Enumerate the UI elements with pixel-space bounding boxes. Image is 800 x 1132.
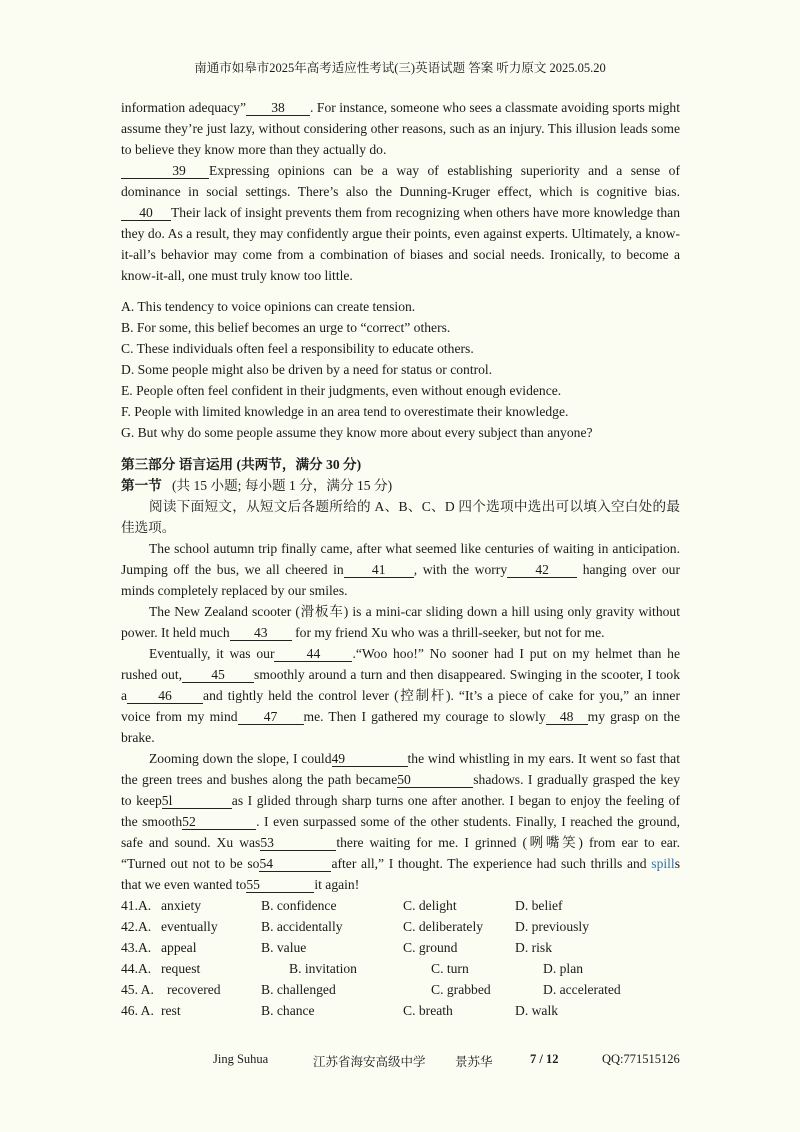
text: The school autumn trip finally came, after what seemed like centuries of waiting in anticipation. Jumping off the bus, we all cheered in xyxy=(121,541,680,577)
choice-b: B. confidence xyxy=(261,898,337,913)
text: hanging over our minds completely replaced by our smiles. xyxy=(121,562,680,598)
blank-39: 39 xyxy=(121,163,209,179)
blank-38: 38 xyxy=(246,100,310,116)
text: and tightly held the control lever (控制杆). “It’s a piece of cake for you,” an inner voice from my mind xyxy=(121,688,680,724)
text: after all,” I thought. The experience had such thrills and xyxy=(331,856,652,871)
paragraph xyxy=(121,748,680,895)
question-row xyxy=(121,979,680,1000)
question-number: 44.A. xyxy=(121,961,152,976)
question-row xyxy=(121,916,680,937)
option-g: G. But why do some people assume they know more about every subject than anyone? xyxy=(121,425,593,440)
section-one-heading xyxy=(121,475,680,496)
blank-53: 53 xyxy=(260,835,336,851)
paragraph xyxy=(121,643,680,748)
choice-a: appeal xyxy=(161,940,197,955)
choice-d: D. plan xyxy=(543,961,584,976)
blank-41: 41 xyxy=(344,562,414,578)
text: for my friend Xu who was a thrill-seeker, but not for me. xyxy=(291,625,605,640)
blank-44: 44 xyxy=(274,646,352,662)
text: my grasp on the brake. xyxy=(121,709,680,745)
blank-40: 40 xyxy=(121,205,171,221)
paragraph xyxy=(121,601,680,643)
blank-50: 50 xyxy=(397,772,473,788)
choice-c: C. deliberately xyxy=(403,919,484,934)
text: . I even surpassed some of the other students. Finally, I reached the ground, safe and sound. Xu was xyxy=(121,814,680,850)
question-number: 41.A. xyxy=(121,898,152,913)
text: shadows. I gradually grasped the key to keep xyxy=(121,772,680,808)
blank-52: 52 xyxy=(182,814,256,830)
blank-54: 54 xyxy=(259,856,331,872)
choice-c: C. breath xyxy=(403,1003,453,1018)
text: . For instance, someone who sees a classmate avoiding sports might assume they’re just lazy, without considering other reasons, such as an injury. This illusion leads some to believe they know more than they actually do. xyxy=(121,100,680,157)
choice-d: D. accelerated xyxy=(543,982,621,997)
question-number: 46. A. xyxy=(121,1003,154,1018)
choice-c: C. ground xyxy=(403,940,458,955)
footer-school: 江苏省海安高级中学 xyxy=(313,1055,426,1069)
blank-43: 43 xyxy=(230,625,292,641)
blank-46: 46 xyxy=(127,688,203,704)
choice-a: recovered xyxy=(167,982,221,997)
choice-c: C. delight xyxy=(403,898,457,913)
text: , with the worry xyxy=(413,562,508,577)
page-header: 南通市如皋市2025年高考适应性考试(三)英语试题 答案 听力原文 2025.05.20 xyxy=(194,61,606,75)
options-list xyxy=(121,296,680,443)
choice-a: anxiety xyxy=(161,898,202,913)
option-c: C. These individuals often feel a responsibility to educate others. xyxy=(121,341,474,356)
choice-d: D. risk xyxy=(515,940,553,955)
text: the wind whistling in my ears. It went so fast that the green trees and bushes along the path became xyxy=(121,751,680,787)
page-number: 7 / 12 xyxy=(530,1052,559,1066)
text: there waiting for me. I grinned (咧嘴笑) from ear to ear. “Turned out not to be so xyxy=(121,835,680,871)
text: it again! xyxy=(314,877,360,892)
reading-passage xyxy=(121,97,680,443)
blank-55: 55 xyxy=(246,877,314,893)
choice-a: eventually xyxy=(161,919,218,934)
paragraph xyxy=(121,160,680,286)
question-row xyxy=(121,958,680,979)
question-row xyxy=(121,937,680,958)
choice-b: B. accidentally xyxy=(261,919,343,934)
footer-author: Jing Suhua xyxy=(213,1052,269,1066)
choice-c: C. grabbed xyxy=(431,982,491,997)
instruction: 阅读下面短文，从短文后各题所给的 A、B、C、D 四个选项中选出可以填入空白处的最佳选项。 xyxy=(121,499,680,535)
text: as I glided through sharp turns one after another. I began to enjoy the feeling of the smooth xyxy=(121,793,680,829)
option-e: E. People often feel confident in their judgments, even without enough evidence. xyxy=(121,383,562,398)
footer-name: 景苏华 xyxy=(455,1055,493,1069)
blank-49: 49 xyxy=(332,751,408,767)
text: The New Zealand scooter (滑板车) is a mini-car sliding down a hill using only gravity without power. It held much xyxy=(121,604,680,640)
text: Eventually, it was our xyxy=(149,646,275,661)
text: information adequacy” xyxy=(121,100,247,115)
blank-47: 47 xyxy=(238,709,304,725)
part-three xyxy=(121,454,680,1021)
highlighted-word: spill xyxy=(651,856,675,871)
footer-qq: QQ:771515126 xyxy=(602,1052,680,1066)
question-number: 43.A. xyxy=(121,940,152,955)
choice-b: B. challenged xyxy=(261,982,336,997)
question-list xyxy=(121,895,680,1021)
blank-42: 42 xyxy=(507,562,577,578)
blank-45: 45 xyxy=(182,667,254,683)
choice-c: C. turn xyxy=(431,961,469,976)
choice-b: B. chance xyxy=(261,1003,315,1018)
choice-d: D. walk xyxy=(515,1003,559,1018)
text: Their lack of insight prevents them from recognizing when others have more knowledge than they do. As a result, they may confidently argue their points, even against experts. Ultimately, a know-it-all’s behavior may come from a combination of biases and social needs. Ironically, to become a know-it-all, one must truly know too little. xyxy=(121,205,680,283)
choice-a: request xyxy=(161,961,201,976)
text: smoothly around a turn and then disappeared. Swinging in the scooter, I took a xyxy=(121,667,680,703)
option-f: F. People with limited knowledge in an area tend to overestimate their knowledge. xyxy=(121,404,569,419)
choice-d: D. belief xyxy=(515,898,563,913)
question-row xyxy=(121,1000,680,1021)
option-a: A. This tendency to voice opinions can create tension. xyxy=(121,299,416,314)
part-three-title: 第三部分 语言运用 (共两节，满分 30 分) xyxy=(121,457,362,472)
choice-b: B. value xyxy=(261,940,307,955)
question-number: 45. A. xyxy=(121,982,154,997)
section-one-label: 第一节 xyxy=(121,478,162,493)
choice-d: D. previously xyxy=(515,919,590,934)
text: me. Then I gathered my courage to slowly xyxy=(303,709,546,724)
section-one-info: (共 15 小题; 每小题 1 分，满分 15 分) xyxy=(171,478,393,493)
paragraph xyxy=(121,538,680,601)
text: Zooming down the slope, I could xyxy=(149,751,332,766)
question-number: 42.A. xyxy=(121,919,152,934)
text: .“Woo hoo!” No sooner had I put on my helmet than he rushed out, xyxy=(121,646,680,682)
blank-51: 5l xyxy=(162,793,232,809)
choice-a: rest xyxy=(161,1003,181,1018)
blank-48: 48 xyxy=(546,709,588,725)
question-row xyxy=(121,895,680,916)
choice-b: B. invitation xyxy=(289,961,357,976)
text: Expressing opinions can be a way of establishing superiority and a sense of dominance in social settings. There’s also the Dunning-Kruger effect, which is cognitive bias. xyxy=(121,163,680,199)
option-b: B. For some, this belief becomes an urge to “correct” others. xyxy=(121,320,451,335)
paragraph xyxy=(121,97,680,160)
text: s that we even wanted to xyxy=(121,856,680,892)
option-d: D. Some people might also be driven by a need for status or control. xyxy=(121,362,493,377)
